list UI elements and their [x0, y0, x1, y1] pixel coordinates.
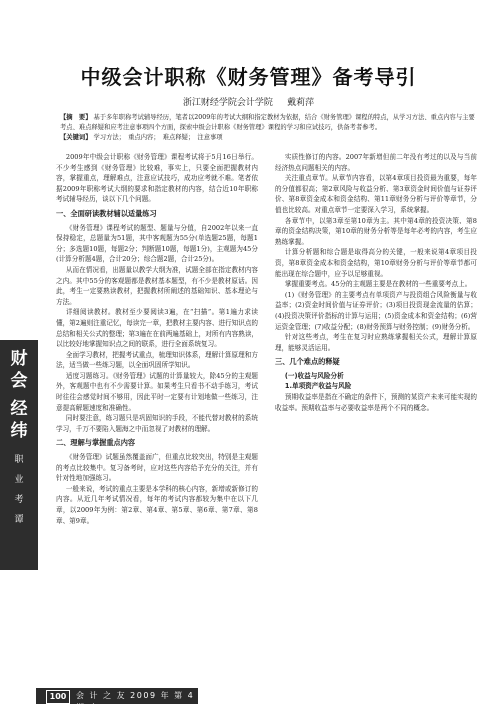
- body-paragraph: 《财务管理》课程考试的题型、题量与分值，自2002年以来一直保持稳定，总题量为51题，其中客观题为55分(单选题25题，每题1分；多选题10题，每题2分；判断题10题，每题1分)，主观题为45分(计算分析题4题，合计20分；综合题2题，合计25分)。: [56, 223, 258, 264]
- journal-issue: 会 计 之 友 2009 年 第 4 期 上: [76, 691, 195, 712]
- body-paragraph: 针对这些考点，考生在复习时应熟练掌握相关公式，理解计算原理，能够灵活运用。: [275, 333, 477, 352]
- body-paragraph: 掌握重要考点。45分的主观题主要是在教材的一些重要考点上。: [284, 280, 472, 289]
- sidebar-small-char: 职: [14, 455, 24, 465]
- sidebar-char: 财: [10, 349, 28, 369]
- body-paragraph: 同时要注意，练习题只是巩固知识的手段，不能代替对教材的系统学习，千万不要陷入题海之中而忽视了对教材的理解。: [56, 414, 258, 433]
- intro-paragraph: 2009年中级会计职称《财务管理》课程考试将于5月16日举行。不少考生感到《财务管理》比较难，事实上，只要全面把握教材内容，掌握重点，理解难点，注意应试技巧，成功应考就不难。笔者依据2009年职称考试大纲的要求和指定教材的内容，结合近10年职称考试辅导经历，谈以下几个问题。: [56, 153, 258, 204]
- page-number: 100: [46, 690, 70, 704]
- abstract: [60, 113, 480, 143]
- body-paragraph: 计算分析题和综合题是取得高分的关键，一般来说第4章项目投资，第8章资金成本和资金结构，第10章财务分析与评价等章节都可能出现在综合题中，应予以足够重视。: [275, 248, 477, 278]
- body-paragraph: 实质性修订的内容。2007年新增但前二年没有考过的以及与当前经济热点问题相关的内容。: [275, 153, 477, 172]
- sidebar-char: 经: [10, 399, 28, 419]
- section-heading: 一、全面研读教材辅以适量练习: [56, 208, 157, 218]
- left-column: [56, 152, 258, 526]
- header-band: [0, 0, 497, 54]
- keywords-label: 【关键词】: [60, 134, 92, 141]
- body-paragraph: 《财务管理》试题虽然覆盖面广，但重点比较突出，特别是主观题的考点比较集中。复习备考时，应对这些内容给予充分的关注，并有针对性地加强练习。: [56, 453, 258, 483]
- body-paragraph: 各章节中，以第3章至第10章为主。其中第4章的投资决策、第8章的资金结构决策，第10章的财务分析等是每年必考的内容，考生应熟练掌握。: [275, 216, 477, 246]
- author: 戴莉萍: [287, 98, 315, 108]
- body-paragraph: (1)《财务管理》的主要考点有单项资产与投资组合风险衡量与收益率；(2)资金时间价值与证券评价；(3)项目投资现金流量的估算；(4)投资决策评价指标的计算与运用；(5)资金成本和资金结构；(6)营运资金管理；(7)收益分配；(8)财务预算与财务控制；(9)财务分析。: [275, 290, 477, 331]
- body-paragraph: 从而在情况看，出题量以教学大纲为准，试题全部在指定教材内容之内。其中55分的客观题都是教材基本题型，有不少是教材原话。因此，考生一定要熟读教材，把握教材所阐述的基础知识、基本理论与方法。: [56, 265, 258, 306]
- body-paragraph: 详细阅读教材。教材至少要阅读3遍，在“扫描”。第1遍力求读懂，第2遍则注重记忆，每读完一章，把教材主要内容、进行知识点的总结和相关公式的整理；第3遍在在前两遍基础上，对所有内容熟读，以比较好地掌握知识点之间的联系，进行全面系统复习。: [56, 308, 259, 349]
- sidebar-small-char: 业: [14, 475, 24, 485]
- sidebar-small-char: 谭: [14, 515, 24, 525]
- affiliation: 浙江财经学院会计学院: [182, 98, 273, 108]
- body-paragraph: 适度习题练习。《财务管理》试题的计算量较大，除45分的主观题外，客观题中也有不少需要计算。如果考生只看书不动手练习，考试时往往会感觉时间不够用，因此平时一定要有计划地做一些练习，注意提高解题速度和准确性。: [56, 371, 258, 412]
- column-sidebar: [0, 340, 38, 570]
- body-paragraph: 关注重点章节。从章节内容看，以第4章项目投资最为重要，每年的分值都很高；第2章风险与收益分析、第3章资金时间价值与证券评价、第8章资金成本和资金结构、第11章财务分析与评价等章节，分值也比较高。对重点章节一定要深入学习，系统掌握。: [275, 174, 477, 214]
- byline: [0, 95, 497, 108]
- sidebar-small-char: 考: [14, 495, 24, 505]
- subsection-heading: 1.单项资产收益与风险: [284, 382, 352, 391]
- section-heading: 三、几个难点的释疑: [275, 357, 340, 367]
- sidebar-char: 纬: [10, 421, 28, 441]
- sidebar-char: 会: [10, 371, 28, 391]
- body-paragraph: 预期收益率是指在不确定的条件下，预测的某资产未来可能实现的收益率。预期收益率与必要收益率是两个不同的概念。: [275, 393, 477, 412]
- abstract-text: 基于多年职称考试辅导经历，笔者以2009年的考试大纲和指定教材为依据，结合《财务管理》课程的特点，从学习方法、重点内容与主要考点、难点释疑和应考注意事项四个方面，探索中级会计职称《财务管理》课程的学习和应试技巧，供备考者参考。: [60, 114, 475, 131]
- subsection-heading: (一)收益与风险分析: [284, 371, 344, 380]
- right-column: [275, 152, 477, 413]
- abstract-label: 【摘 要】: [60, 114, 92, 121]
- keywords-text: 学习方法； 重点内容； 难点释疑； 注意事项: [93, 134, 223, 141]
- body-paragraph: 全面学习教材，把握考试重点，梳理知识体系，理解计算原理和方法，适当做一些练习题，以全面巩固所学知识。: [56, 350, 258, 370]
- article-title: 中级会计职称《财务管理》备考导引: [80, 65, 417, 89]
- section-heading: 二、理解与掌握重点内容: [56, 438, 136, 448]
- body-paragraph: 一般来说，考试的重点主要是本学科的核心内容，新增或新修订的内容。从近几年考试情况看，每年的考试内容都较为集中在以下几章，以2009年为例：第2章、第4章、第5章、第6章、第7章、第8章、第9章。: [56, 484, 258, 525]
